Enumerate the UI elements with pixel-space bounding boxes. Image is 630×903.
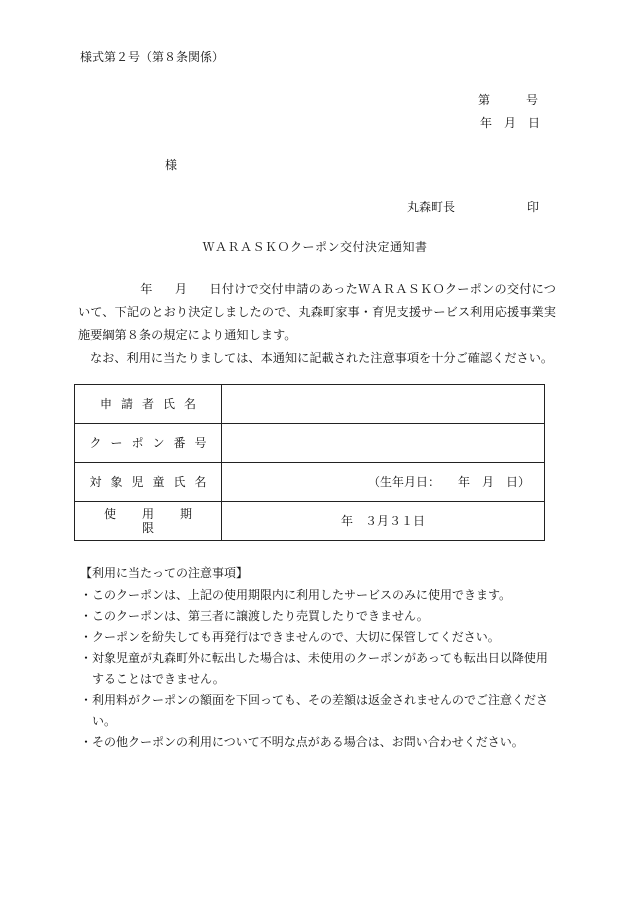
period-value: 年 ３月３１日 — [340, 514, 425, 528]
period-label-cell — [75, 502, 222, 541]
coupon-value-cell — [222, 424, 545, 463]
note-text: その他クーポンの利用について不明な点がある場合は、お問い合わせください。 — [92, 735, 524, 749]
period-value-cell — [222, 502, 545, 541]
form-number: 様式第２号（第８条関係） — [80, 50, 225, 64]
note-item — [80, 585, 550, 606]
note-item — [80, 690, 550, 732]
child-label-cell — [75, 463, 222, 502]
child-value-cell — [222, 463, 545, 502]
applicant-value-cell — [222, 385, 545, 424]
notes-list — [80, 585, 550, 753]
coupon-label-cell — [75, 424, 222, 463]
body-paragraph-1-text: 日付けで交付申請のあったＷＡＲＡＳＫＯクーポンの交付について、下記のとおり決定しましたので、丸森町家事・育児支援サービス利用応援事業実施要綱第８条の規定により通知します。 — [78, 282, 556, 342]
document-title: ＷＡＲＡＳＫＯクーポン交付決定通知書 — [202, 240, 428, 254]
period-label: 使用期限 — [103, 506, 218, 535]
bullet-icon: ・ — [80, 609, 93, 623]
note-text: 利用料がクーポンの額面を下回っても、その差額は返金されませんのでご注意ください。 — [92, 693, 549, 728]
bullet-icon: ・ — [80, 630, 93, 644]
coupon-info-table — [74, 384, 545, 541]
bullet-icon: ・ — [80, 588, 93, 602]
table-row-applicant — [75, 385, 545, 424]
child-birth-date: （生年月日： 年 月 日） — [367, 475, 530, 489]
note-item — [80, 627, 550, 648]
coupon-label: クーポン番号 — [89, 435, 216, 450]
notes-heading: 【利用に当たっての注意事項】 — [80, 566, 249, 580]
note-text: このクーポンは、上記の使用期限内に利用したサービスのみに使用できます。 — [92, 588, 512, 602]
note-item — [80, 648, 550, 690]
note-text: クーポンを紛失しても再発行はできませんので、大切に保管してください。 — [92, 630, 500, 644]
addressee: 様 — [165, 158, 178, 172]
body-date-month: 月 — [174, 282, 188, 296]
issuer-signature: 丸森町長 印 — [406, 200, 539, 214]
note-item — [80, 606, 550, 627]
note-text: このクーポンは、第三者に譲渡したり売買したりできません。 — [92, 609, 429, 623]
bullet-icon: ・ — [80, 693, 93, 707]
bullet-icon: ・ — [80, 735, 93, 749]
applicant-label: 申請者氏名 — [99, 396, 205, 411]
body-date-year: 年 — [140, 282, 153, 296]
table-row-period — [75, 502, 545, 541]
body-paragraph-2-text: なお、利用に当たりましては、本通知に記載された注意事項を十分ご確認ください。 — [90, 351, 554, 365]
document-date: 年 月 日 — [479, 116, 540, 130]
note-item — [80, 732, 550, 753]
body-paragraph-1 — [78, 278, 556, 347]
bullet-icon: ・ — [80, 651, 93, 665]
document-number: 第 号 — [477, 93, 538, 107]
table-row-coupon — [75, 424, 545, 463]
note-text: 対象児童が丸森町外に転出した場合は、未使用のクーポンがあっても転出日以降使用することはできません。 — [92, 651, 548, 686]
child-label: 対象児童氏名 — [89, 474, 216, 489]
table-row-child — [75, 463, 545, 502]
notice-body — [78, 278, 556, 370]
body-paragraph-2 — [78, 347, 556, 370]
applicant-label-cell — [75, 385, 222, 424]
